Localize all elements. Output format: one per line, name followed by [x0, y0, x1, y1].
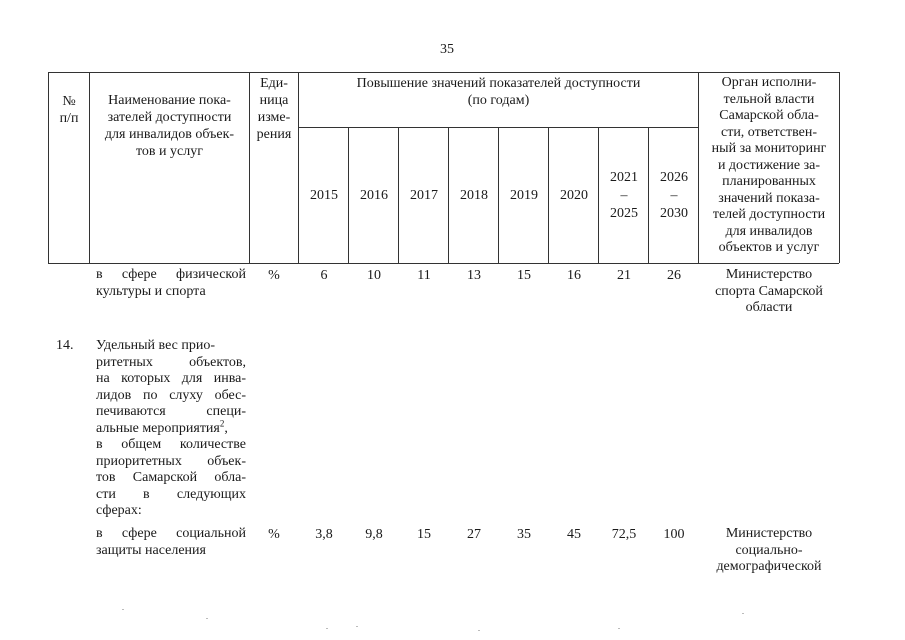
row-value: 27 — [467, 527, 481, 542]
year-range-header: 2021 – 2025 — [610, 170, 638, 221]
row-value: 26 — [667, 268, 681, 283]
row-unit: % — [268, 527, 280, 542]
year-header: 2020 — [560, 188, 588, 203]
header-col-increase: Повышение значений показателей доступности (по годам) — [356, 76, 641, 108]
row-value: 45 — [567, 527, 581, 542]
scan-speck — [356, 626, 358, 627]
scan-speck — [326, 628, 328, 629]
row-value: 100 — [663, 527, 685, 542]
row-value: 72,5 — [611, 527, 637, 542]
year-header: 2018 — [460, 188, 488, 203]
row-organ: Министерство спорта Самарской области — [715, 267, 823, 315]
scan-speck — [206, 618, 208, 619]
scan-speck — [122, 609, 124, 610]
row-value: 15 — [517, 268, 531, 283]
year-range-header: 2026 – 2030 — [660, 170, 688, 221]
row-name: в сфере физической культуры и спорта — [96, 267, 246, 299]
footnote-mark: 2 — [219, 417, 225, 428]
table-right-border — [839, 72, 840, 263]
row-unit: % — [268, 268, 280, 283]
scan-speck — [618, 628, 620, 629]
header-col-unit: Еди- ница изме- рения — [256, 76, 292, 142]
year-header: 2019 — [510, 188, 538, 203]
row-value: 13 — [467, 268, 481, 283]
year-header: 2017 — [410, 188, 438, 203]
footnote-line: альные мероприятия$^2$, — [96, 417, 228, 436]
header-col-organ: Орган исполни- тельной власти Самарской обла- сти, ответствен- ный за мониторинг и достижение за- планированных значений показа- телей доступности для инвалидов объектов и услуг — [711, 75, 827, 255]
scan-speck — [742, 613, 744, 614]
row-value: 3,8 — [315, 527, 333, 542]
scan-speck — [478, 630, 480, 631]
row-value: 16 — [567, 268, 581, 283]
row-name: Удельный вес прио- ритетных объектов, на которых для инва- лидов по слуху обес- печиваются специ- альные мероприятия$^2$, в общем количестве приоритетных объек- тов Самарской обла- сти в следующих сферах: — [96, 338, 246, 518]
table-top-border — [48, 72, 839, 73]
row-value: 21 — [617, 268, 631, 283]
page-number: 35 — [440, 42, 454, 57]
year-header: 2015 — [310, 188, 338, 203]
year-header: 2016 — [360, 188, 388, 203]
row-value: 6 — [320, 268, 328, 283]
row-name: в сфере социальной защиты населения — [96, 526, 246, 558]
row-value: 10 — [367, 268, 381, 283]
row-value: 35 — [517, 527, 531, 542]
header-col-number: № п/п — [59, 94, 79, 126]
row-value: 9,8 — [365, 527, 383, 542]
header-bottom-border — [48, 263, 839, 264]
header-col-name: Наименование пока- зателей доступности для инвалидов объек- тов и услуг — [104, 93, 235, 159]
row-value: 11 — [417, 268, 431, 283]
row-value: 15 — [417, 527, 431, 542]
row-organ: Министерство социально- демографической — [716, 526, 822, 574]
row-number: 14. — [56, 338, 74, 353]
